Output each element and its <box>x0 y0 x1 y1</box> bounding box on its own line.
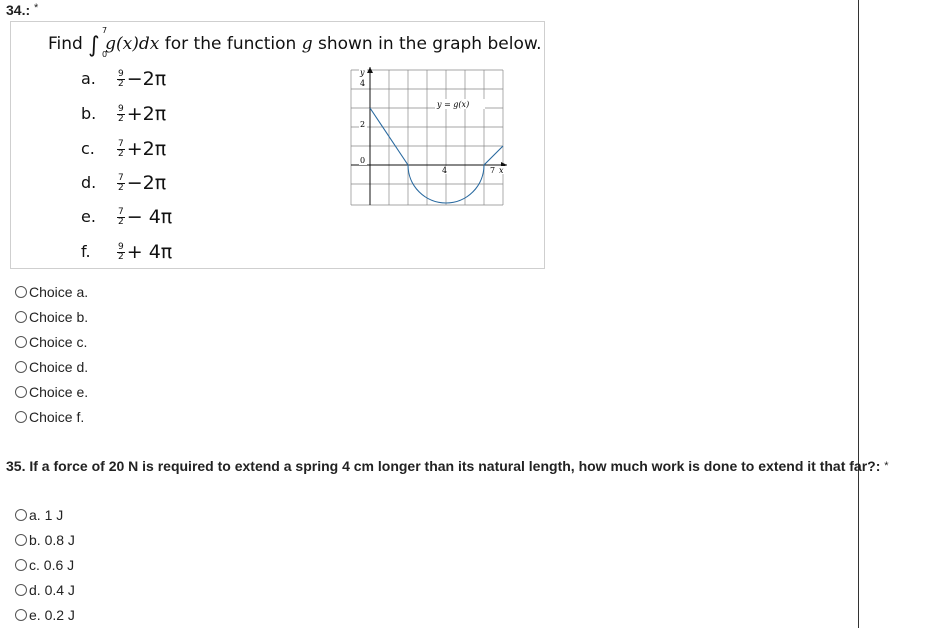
radio-button[interactable] <box>15 559 27 571</box>
radio-option[interactable] <box>15 384 88 400</box>
answer-option <box>81 138 166 160</box>
radio-label[interactable]: Choice b. <box>29 309 89 325</box>
radio-label[interactable]: Choice e. <box>29 384 89 400</box>
radio-button[interactable] <box>15 336 27 348</box>
option-expression: + 4π <box>126 241 173 263</box>
option-fraction <box>117 105 125 124</box>
function-curve <box>370 108 503 203</box>
option-letter: b. <box>81 103 97 123</box>
fraction-numerator: 7 <box>118 206 124 217</box>
radio-label[interactable]: Choice a. <box>29 284 89 300</box>
option-fraction <box>117 70 125 89</box>
radio-label[interactable]: Choice c. <box>29 334 88 350</box>
x-tick-7: 7 <box>490 166 496 175</box>
radio-label[interactable]: d. 0.4 J <box>29 582 75 598</box>
page-divider-line <box>858 0 859 628</box>
fraction-numerator: 7 <box>118 138 124 149</box>
radio-option[interactable] <box>15 359 88 375</box>
radio-option[interactable] <box>15 309 88 325</box>
origin-tick: 0 <box>360 156 366 165</box>
radio-button[interactable] <box>15 584 27 596</box>
option-letter: d. <box>81 172 97 192</box>
radio-button[interactable] <box>15 286 27 298</box>
integral-sign: ∫ <box>88 33 100 58</box>
function-graph <box>349 67 509 207</box>
fraction-denominator: 2 <box>118 182 124 193</box>
radio-option[interactable] <box>15 409 84 425</box>
y-tick-2: 2 <box>360 120 366 129</box>
graph-grid <box>351 70 503 205</box>
radio-button[interactable] <box>15 509 27 521</box>
radio-button[interactable] <box>15 411 27 423</box>
radio-button[interactable] <box>15 386 27 398</box>
function-label: y = g(x) <box>437 100 470 109</box>
radio-option[interactable] <box>15 507 63 523</box>
integral-upper-limit: 7 <box>102 26 108 35</box>
answer-option <box>81 172 166 194</box>
required-mark: * <box>884 460 889 472</box>
prompt-mid: for the function <box>164 34 297 54</box>
y-axis-label: y <box>360 68 365 77</box>
function-name: g <box>301 34 313 54</box>
question-34-image <box>10 21 545 269</box>
option-fraction <box>117 140 125 159</box>
answer-option <box>81 241 172 263</box>
option-expression: − 4π <box>126 206 173 228</box>
prompt-post: shown in the graph below. <box>317 34 542 54</box>
option-fraction <box>117 208 125 227</box>
option-expression: +2π <box>126 138 167 160</box>
radio-option[interactable] <box>15 532 75 548</box>
option-letter: a. <box>81 68 96 88</box>
integral-lower-limit: 0 <box>102 50 108 59</box>
option-expression: −2π <box>126 172 167 194</box>
radio-option[interactable] <box>15 334 87 350</box>
x-tick-4: 4 <box>442 166 448 175</box>
radio-button[interactable] <box>15 534 27 546</box>
radio-option[interactable] <box>15 284 88 300</box>
option-letter: c. <box>81 138 95 158</box>
option-expression: −2π <box>126 68 167 90</box>
radio-label[interactable]: c. 0.6 J <box>29 557 75 573</box>
fraction-numerator: 7 <box>118 172 124 183</box>
answer-option <box>81 103 166 125</box>
question-35-text <box>6 456 926 476</box>
radio-option[interactable] <box>15 607 75 623</box>
answer-option <box>81 206 172 228</box>
integrand: g(x)dx <box>105 34 160 54</box>
radio-label[interactable]: Choice f. <box>29 409 85 425</box>
radio-button[interactable] <box>15 311 27 323</box>
radio-label[interactable]: e. 0.2 J <box>29 607 75 623</box>
option-letter: e. <box>81 206 96 226</box>
x-axis-label: x <box>499 166 504 175</box>
radio-option[interactable] <box>15 582 75 598</box>
radio-button[interactable] <box>15 361 27 373</box>
prompt-find: Find <box>48 34 83 54</box>
fraction-denominator: 2 <box>118 251 124 262</box>
question-prompt <box>48 26 542 59</box>
required-mark: * <box>34 2 39 14</box>
radio-option[interactable] <box>15 557 74 573</box>
fraction-denominator: 2 <box>118 216 124 227</box>
question-34-number <box>6 2 38 18</box>
fraction-numerator: 9 <box>118 68 124 79</box>
option-fraction <box>117 243 125 262</box>
answer-option <box>81 68 166 90</box>
fraction-denominator: 2 <box>118 148 124 159</box>
option-letter: f. <box>81 241 91 261</box>
tick-label-backgrounds <box>359 68 505 174</box>
question-35-prompt: 35. If a force of 20 N is required to extend a spring 4 cm longer than its natural length, how much work is done to extend it that far?: <box>6 458 881 474</box>
radio-button[interactable] <box>15 609 27 621</box>
fraction-denominator: 2 <box>118 113 124 124</box>
option-expression: +2π <box>126 103 167 125</box>
question-number: 34.: <box>6 2 31 18</box>
fraction-numerator: 9 <box>118 241 124 252</box>
fraction-denominator: 2 <box>118 78 124 89</box>
option-fraction <box>117 174 125 193</box>
fraction-numerator: 9 <box>118 103 124 114</box>
radio-label[interactable]: b. 0.8 J <box>29 532 75 548</box>
radio-label[interactable]: a. 1 J <box>29 507 64 523</box>
radio-label[interactable]: Choice d. <box>29 359 89 375</box>
y-tick-4: 4 <box>360 79 366 88</box>
